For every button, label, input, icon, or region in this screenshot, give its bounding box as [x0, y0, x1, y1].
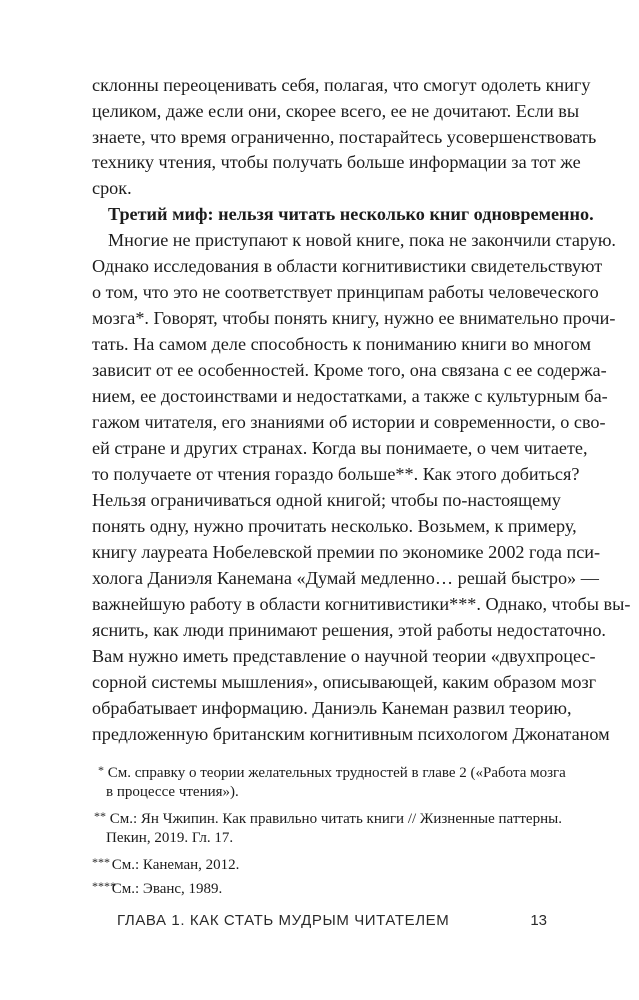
footnote-line	[92, 852, 547, 872]
footnote-text: См. справку о теории желательных трудностей в главе 2 («Работа мозга	[107, 765, 566, 781]
text-line: срок.	[92, 178, 132, 198]
footnote-marker: ***	[92, 855, 110, 869]
text-line: обрабатывает информацию. Даниэль Канеман развил теорию,	[92, 698, 572, 718]
text-line: Многие не приступают к новой книге, пока не закончили старую.	[108, 230, 616, 250]
text-line: Вам нужно иметь представление о научной теории «двухпроцес-	[92, 646, 596, 666]
text-line: важнейшую работу в области когнитивистики***. Однако, чтобы вы-	[92, 594, 631, 614]
text-line: ей стране и других странах. Когда вы понимаете, о чем читаете,	[92, 438, 588, 458]
footnote-marker: ****	[92, 879, 116, 893]
text-line: целиком, даже если они, скорее всего, ее не дочитают. Если вы	[92, 101, 580, 121]
text-line: зависит от ее особенностей. Кроме того, она связана с ее содержа-	[92, 360, 607, 380]
text-line: холога Даниэля Канемана «Думай медленно… решай быстро» —	[92, 568, 599, 588]
footnote-marker: *	[98, 763, 104, 777]
footnote-text: См.: Эванс, 1989.	[111, 881, 223, 897]
text-line: Однако исследования в области когнитивистики свидетельствуют	[92, 256, 603, 276]
footnote-line	[92, 806, 562, 827]
myth-heading: Третий миф: нельзя читать несколько книг одновременно.	[108, 204, 594, 224]
text-line: сорной системы мышления», описывающей, каким образом мозг	[92, 672, 597, 692]
text-line: о том, что это не соответствует принципам работы человеческого	[92, 282, 599, 302]
footnote-line: в процессе чтения»).	[106, 784, 239, 800]
text-line: то получаете от чтения гораздо больше**. Как этого добиться?	[92, 464, 580, 484]
text-line: нием, ее достоинствами и недостатками, а также с культурным ба-	[92, 386, 608, 406]
text-line: гажом читателя, его знаниями об истории и современности, о сво-	[92, 412, 606, 432]
footnote-marker: **	[94, 809, 106, 823]
running-head: ГЛАВА 1. КАК СТАТЬ МУДРЫМ ЧИТАТЕЛЕМ	[117, 912, 450, 929]
page-number: 13	[530, 912, 547, 929]
text-line: Нельзя ограничиваться одной книгой; чтобы по-настоящему	[92, 490, 561, 510]
footnote-text: См.: Канеман, 2012.	[111, 857, 240, 873]
text-line: понять одну, нужно прочитать несколько. Возьмем, к примеру,	[92, 516, 577, 536]
text-line: яснить, как люди принимают решения, этой работы недостаточно.	[92, 620, 606, 640]
text-line: тать. На самом деле способность к пониманию книги во многом	[92, 334, 591, 354]
text-line: предложенную британским когнитивным психологом Джонатаном	[92, 724, 610, 744]
text-line: книгу лауреата Нобелевской премии по экономике 2002 года пси-	[92, 542, 601, 562]
footnote-line: Пекин, 2019. Гл. 17.	[106, 830, 234, 846]
footnote-line	[92, 876, 547, 896]
text-line: знаете, что время ограниченно, постарайтесь усовершенствовать	[92, 127, 597, 147]
footnote-line	[92, 760, 566, 781]
footnote-text: См.: Ян Чжипин. Как правильно читать книги // Жизненные паттерны.	[109, 811, 562, 827]
text-line: склонны переоценивать себя, полагая, что смогут одолеть книгу	[92, 75, 591, 95]
text-line: мозга*. Говорят, чтобы понять книгу, нужно ее внимательно прочи-	[92, 308, 616, 328]
text-line: технику чтения, чтобы получать больше информации за тот же	[92, 152, 581, 172]
